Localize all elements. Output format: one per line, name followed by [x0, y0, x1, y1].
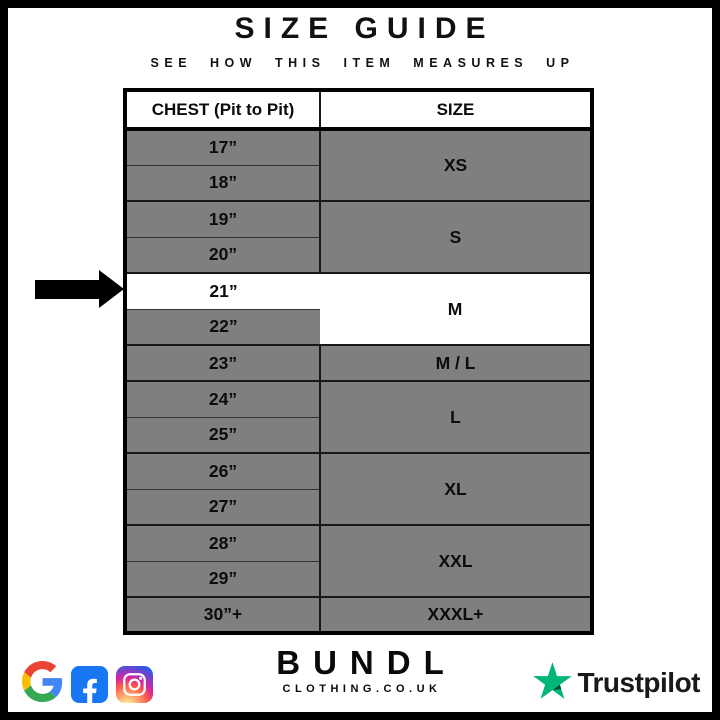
chest-cell: 21” — [125, 273, 320, 309]
arrow-shaft — [35, 280, 100, 299]
chest-cell: 18” — [125, 165, 320, 201]
size-table — [123, 88, 594, 635]
trustpilot-label: Trustpilot — [577, 667, 700, 698]
table-row — [125, 201, 592, 237]
brand-domain: CLOTHING.CO.UK — [282, 683, 442, 695]
table-row — [125, 129, 592, 165]
table-row — [125, 597, 592, 633]
trustpilot-logo — [533, 662, 700, 704]
size-cell: M / L — [320, 345, 592, 381]
table-row — [125, 453, 592, 489]
chest-cell: 29” — [125, 561, 320, 597]
brand-name: BUNDL — [276, 644, 457, 681]
chest-cell: 25” — [125, 417, 320, 453]
chest-cell: 23” — [125, 345, 320, 381]
trustpilot-star-icon — [533, 662, 572, 704]
size-cell: XXXL+ — [320, 597, 592, 633]
size-cell: S — [320, 201, 592, 273]
page-title: SIZE GUIDE — [234, 12, 495, 45]
header-row — [125, 90, 592, 129]
table-row — [125, 381, 592, 417]
table-row — [125, 273, 592, 309]
size-cell: M — [320, 273, 592, 345]
chest-cell: 17” — [125, 129, 320, 165]
table-row — [125, 345, 592, 381]
chest-column-header: CHEST (Pit to Pit) — [125, 90, 320, 129]
page-subtitle: SEE HOW THIS ITEM MEASURES UP — [150, 56, 575, 70]
size-cell: XL — [320, 453, 592, 525]
table-row — [125, 525, 592, 561]
chest-cell: 20” — [125, 237, 320, 273]
size-table-body — [125, 129, 592, 633]
chest-cell: 22” — [125, 309, 320, 345]
size-cell: XS — [320, 129, 592, 201]
chest-cell: 26” — [125, 453, 320, 489]
arrow-head-icon — [99, 270, 124, 308]
size-cell: L — [320, 381, 592, 453]
chest-cell: 27” — [125, 489, 320, 525]
size-cell: XXL — [320, 525, 592, 597]
chest-cell: 24” — [125, 381, 320, 417]
chest-cell: 19” — [125, 201, 320, 237]
size-column-header: SIZE — [320, 90, 592, 129]
chest-cell: 30”+ — [125, 597, 320, 633]
chest-cell: 28” — [125, 525, 320, 561]
